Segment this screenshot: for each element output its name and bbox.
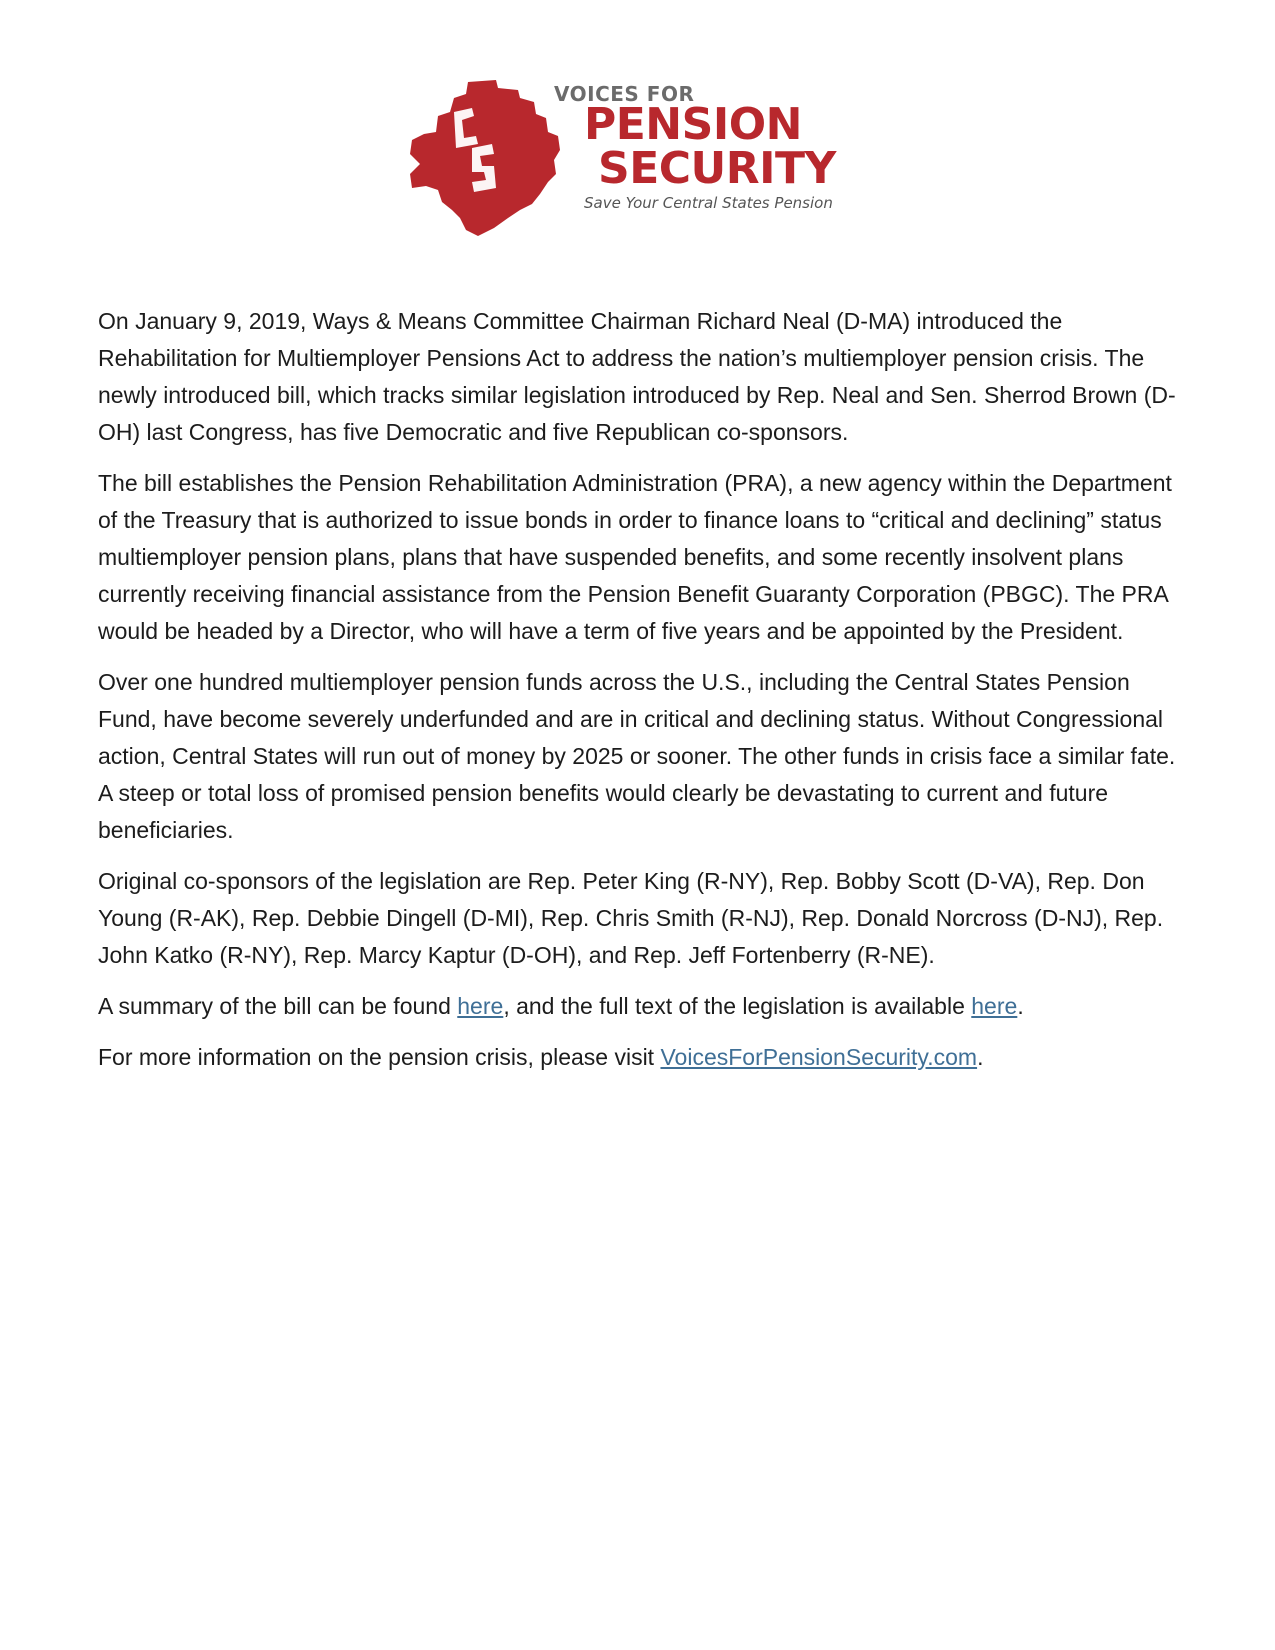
paragraph-intro: On January 9, 2019, Ways & Means Committee Chairman Richard Neal (D-MA) introduced the Rehabilitation for Multiemployer Pensions Act to address the nation’s multiemployer pension crisis. The newly introduced bill, which tracks similar legislation introduced by Rep. Neal and Sen. Sherrod Brown (D-OH) last Congress, has five Democratic and five Republican co-sponsors. — [98, 308, 1176, 445]
website-link[interactable]: VoicesForPensionSecurity.com — [660, 1044, 978, 1070]
full-text-link[interactable]: here — [971, 993, 1018, 1019]
summary-link[interactable]: here — [457, 993, 504, 1019]
letter-body — [98, 303, 1188, 1090]
summary-text-middle: , and the full text of the legislation is available — [503, 993, 972, 1019]
info-text-before: For more information on the pension crisis, please visit — [98, 1044, 661, 1070]
paragraph-info — [98, 1039, 1188, 1076]
logo-tagline: Save Your Central States Pension — [584, 194, 833, 212]
paragraph-summary — [98, 988, 1188, 1025]
summary-text-before: A summary of the bill can be found — [98, 993, 458, 1019]
paragraph-crisis: Over one hundred multiemployer pension funds across the U.S., including the Central States Pension Fund, have become severely underfunded and are in critical and declining status. Without Congressional action, Central States will run out of money by 2025 or sooner. The other funds in crisis face a similar fate. A steep or total loss of promised pension benefits would clearly be devastating to current and future beneficiaries. — [98, 669, 1176, 843]
logo-pension: PENSION — [584, 99, 802, 150]
logo-security: SECURITY — [598, 143, 836, 194]
paragraph-pra: The bill establishes the Pension Rehabilitation Administration (PRA), a new agency within the Department of the Treasury that is authorized to issue bonds in order to finance loans to “critical and declining” status multiemployer pension plans, plans that have suspended benefits, and some recently insolvent plans currently receiving financial assistance from the Pension Benefit Guaranty Corporation (PBGC). The PRA would be headed by a Director, who will have a term of five years and be appointed by the President. — [98, 470, 1172, 644]
logo-voices-for: VOICES FOR — [554, 82, 695, 106]
summary-text-after: . — [1017, 993, 1024, 1019]
info-text-after: . — [977, 1044, 984, 1070]
paragraph-cosponsors: Original co-sponsors of the legislation are Rep. Peter King (R-NY), Rep. Bobby Scott (D-VA), Rep. Don Young (R-AK), Rep. Debbie Dingell (D-MI), Rep. Chris Smith (R-NJ), Rep. Donald Norcross (D-NJ), Rep. John Katko (R-NY), Rep. Marcy Kaptur (D-OH), and Rep. Jeff Fortenberry (R-NE). — [98, 868, 1164, 968]
logo — [408, 78, 868, 248]
